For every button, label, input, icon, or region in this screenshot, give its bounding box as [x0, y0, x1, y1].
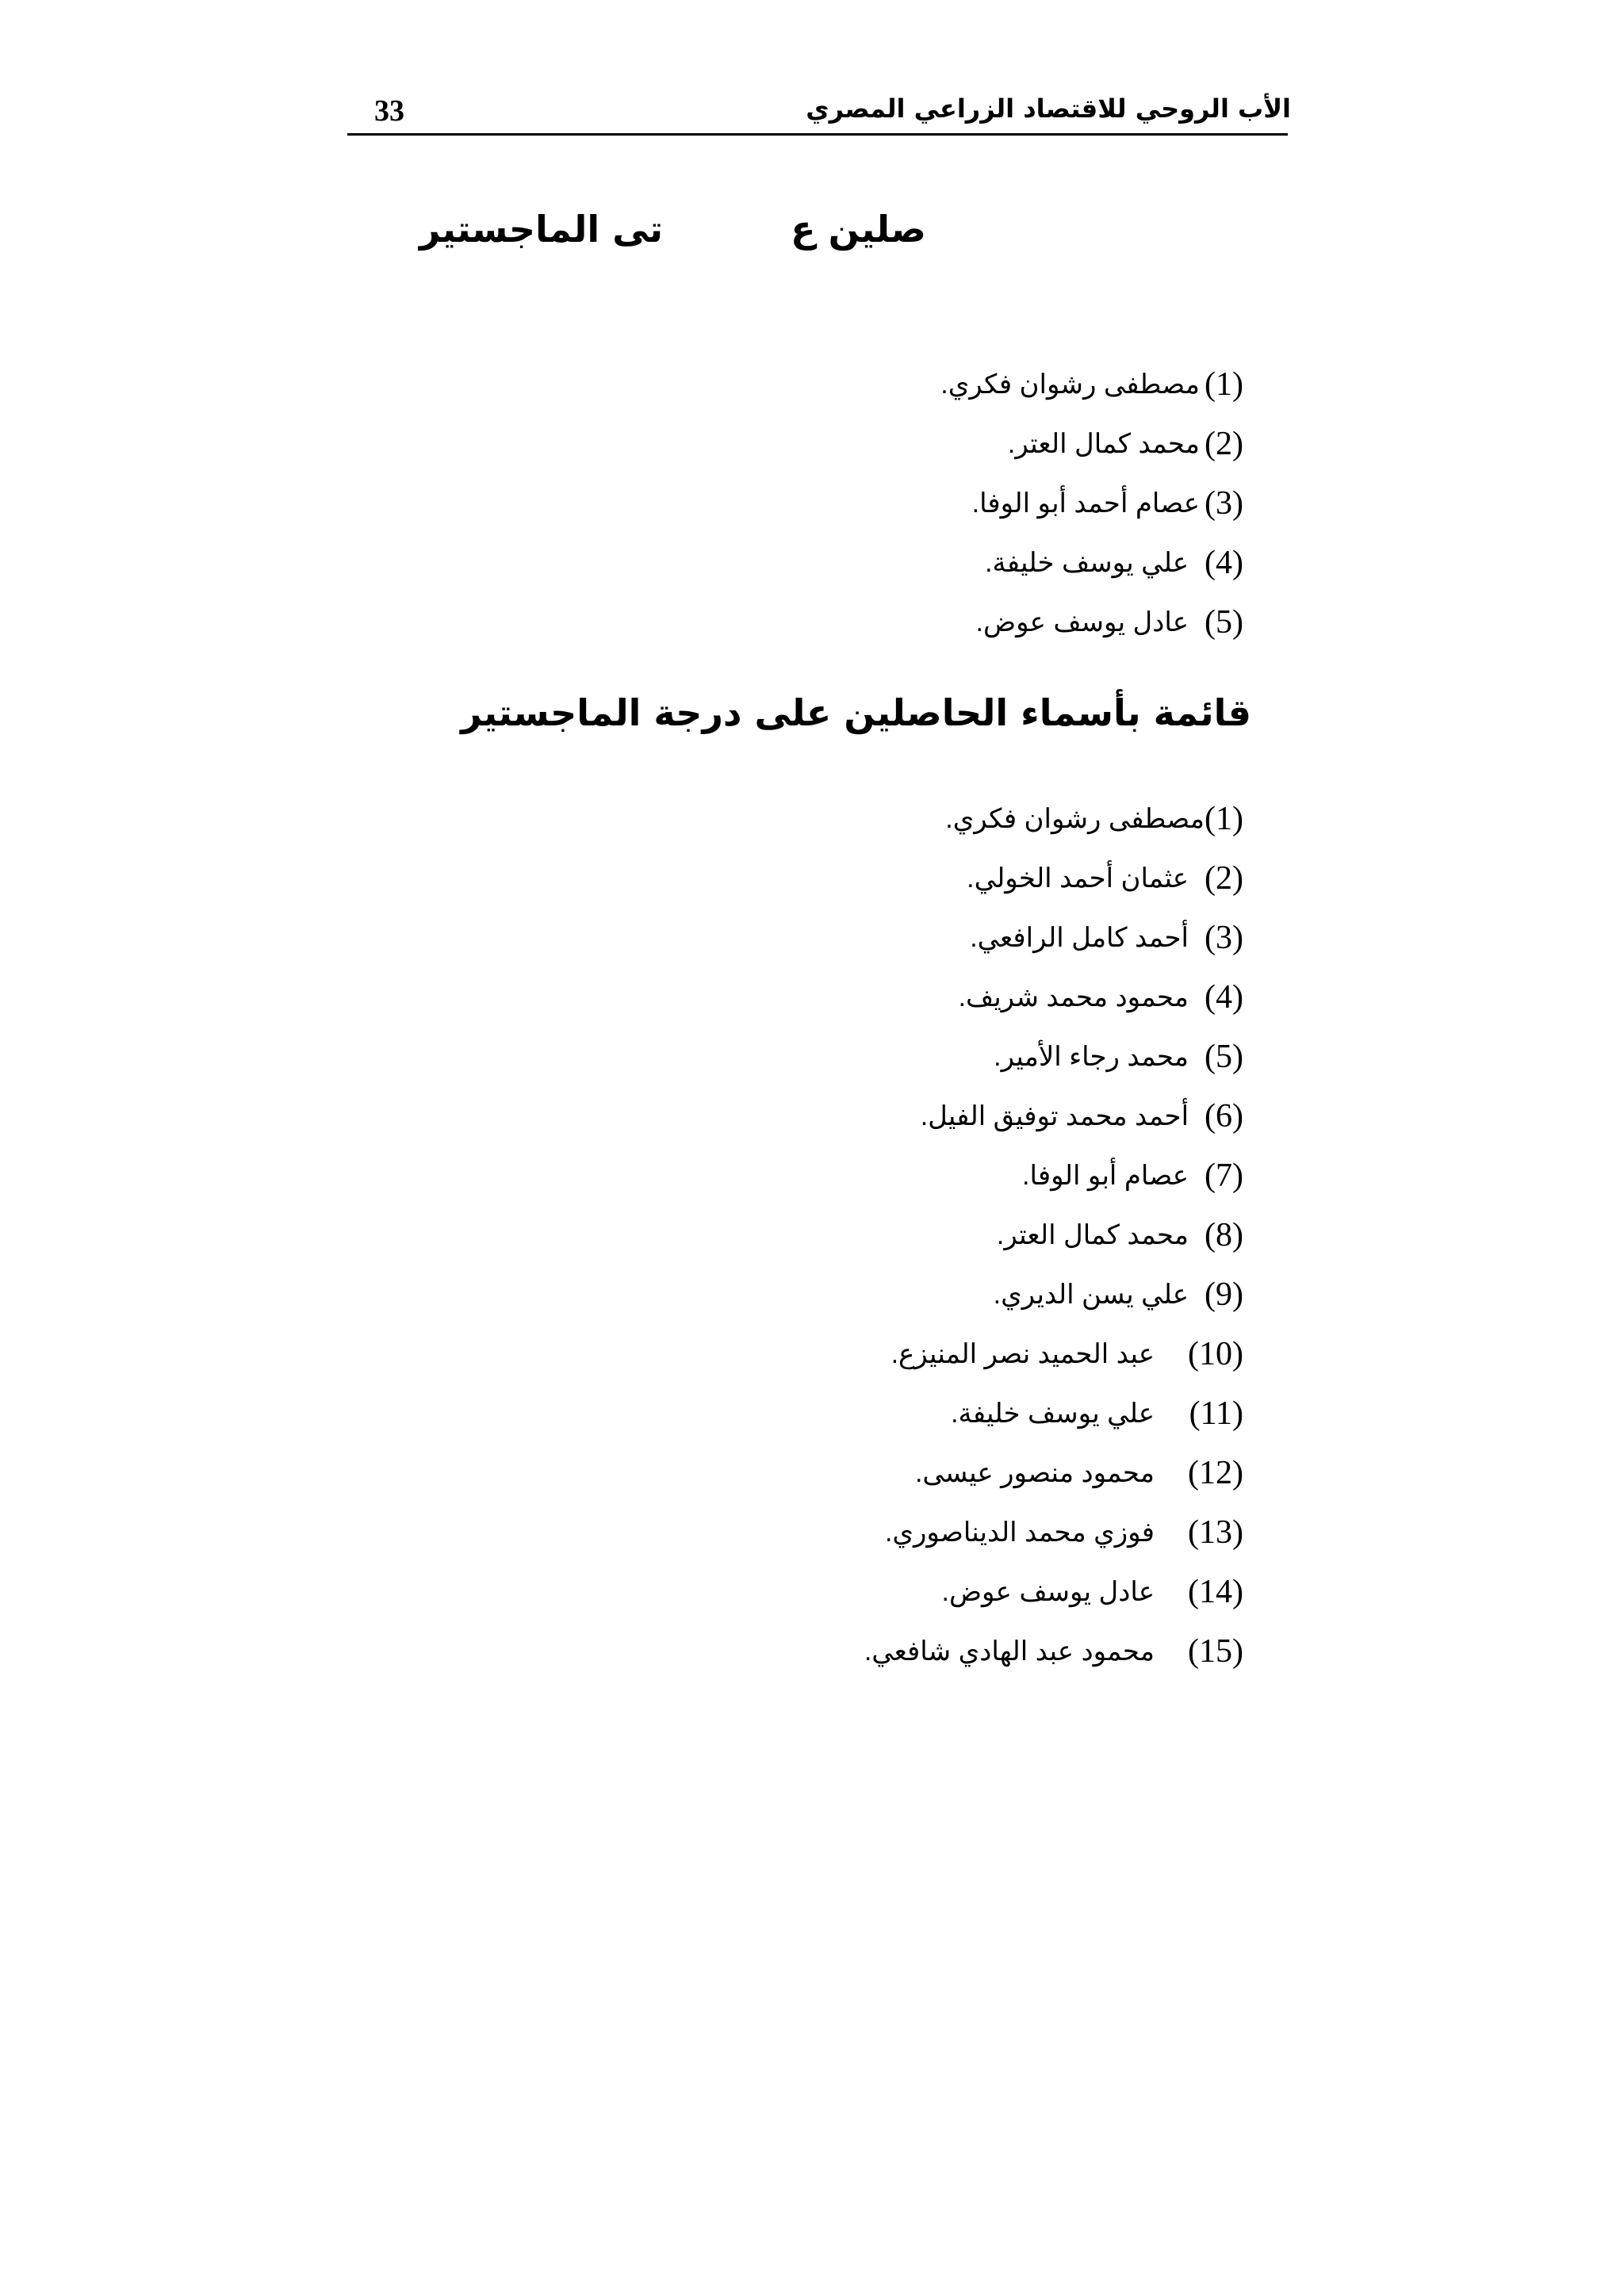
item-number: (1): [1205, 801, 1243, 837]
list-item: [864, 1265, 1243, 1325]
item-number: (2): [1205, 426, 1243, 462]
item-name: علي يوسف خليفة.: [951, 1399, 1155, 1429]
list-item: [940, 593, 1243, 652]
item-name: أحمد محمد توفيق الفيل.: [920, 1101, 1189, 1131]
item-name: عادل يوسف عوض.: [975, 607, 1189, 637]
list-item: [940, 355, 1243, 415]
item-number: (2): [1205, 860, 1243, 897]
running-header-title: الأب الروحي للاقتصاد الزراعي المصري: [806, 94, 1291, 124]
item-name: علي يوسف خليفة.: [985, 548, 1189, 578]
item-number: (5): [1205, 604, 1243, 641]
item-name: محمود عبد الهادي شافعي.: [864, 1636, 1155, 1667]
item-name: محمود محمد شريف.: [958, 982, 1189, 1012]
list-item: [864, 1622, 1243, 1682]
item-name: محمد كمال العتر.: [996, 1220, 1189, 1250]
names-list-first: [940, 355, 1243, 652]
item-name: محمود منصور عيسى.: [914, 1458, 1155, 1488]
list-item: [864, 968, 1243, 1027]
partial-heading-right-fragment: صلين ع: [791, 208, 926, 251]
page-number: 33: [374, 94, 404, 128]
item-number: (1): [1205, 366, 1243, 403]
list-item: [940, 474, 1243, 534]
item-number: (5): [1205, 1039, 1243, 1075]
list-item: [864, 1563, 1243, 1622]
item-name: عبد الحميد نصر المنيزع.: [891, 1339, 1155, 1369]
item-number: (11): [1189, 1395, 1243, 1432]
item-name: فوزي محمد الديناصوري.: [884, 1517, 1155, 1548]
item-number: (10): [1188, 1336, 1243, 1372]
item-name: محمد رجاء الأمير.: [994, 1042, 1189, 1072]
list-item: [864, 1146, 1243, 1206]
item-name: علي يسن الديري.: [993, 1280, 1189, 1310]
item-number: (4): [1205, 545, 1243, 581]
partial-heading-left-fragment: تى الماجستير: [419, 208, 663, 251]
item-number: (7): [1205, 1158, 1243, 1194]
item-number: (3): [1205, 485, 1243, 522]
item-number: (6): [1205, 1098, 1243, 1135]
item-name: محمد كمال العتر.: [1007, 429, 1201, 459]
list-item: [864, 1384, 1243, 1444]
item-number: (4): [1205, 979, 1243, 1016]
list-item: [864, 1503, 1243, 1563]
item-number: (8): [1205, 1217, 1243, 1253]
item-number: (3): [1205, 920, 1243, 956]
item-name: مصطفى رشوان فكري.: [940, 369, 1201, 400]
list-item: [940, 534, 1243, 593]
item-number: (15): [1188, 1633, 1243, 1670]
item-name: عصام أبو الوفا.: [1022, 1161, 1189, 1191]
item-name: عصام أحمد أبو الوفا.: [971, 488, 1201, 519]
item-name: أحمد كامل الرافعي.: [970, 923, 1189, 953]
list-item: [864, 1206, 1243, 1265]
item-number: (14): [1188, 1574, 1243, 1610]
item-name: مصطفى رشوان فكري.: [945, 804, 1205, 834]
list-item: [864, 1444, 1243, 1503]
item-name: عثمان أحمد الخولي.: [967, 863, 1189, 894]
item-number: (9): [1205, 1276, 1243, 1313]
item-number: (12): [1188, 1455, 1243, 1491]
list-item: [864, 849, 1243, 909]
list-item: [864, 909, 1243, 968]
list-item: [864, 790, 1243, 849]
list-item: [864, 1027, 1243, 1087]
item-name: عادل يوسف عوض.: [941, 1577, 1155, 1607]
list-item: [940, 415, 1243, 474]
list-item: [864, 1325, 1243, 1384]
section-heading: قائمة بأسماء الحاصلين على درجة الماجستير: [461, 691, 1251, 734]
names-list-masters: [864, 790, 1243, 1682]
header-rule: [347, 133, 1288, 136]
list-item: [864, 1087, 1243, 1146]
item-number: (13): [1188, 1514, 1243, 1551]
